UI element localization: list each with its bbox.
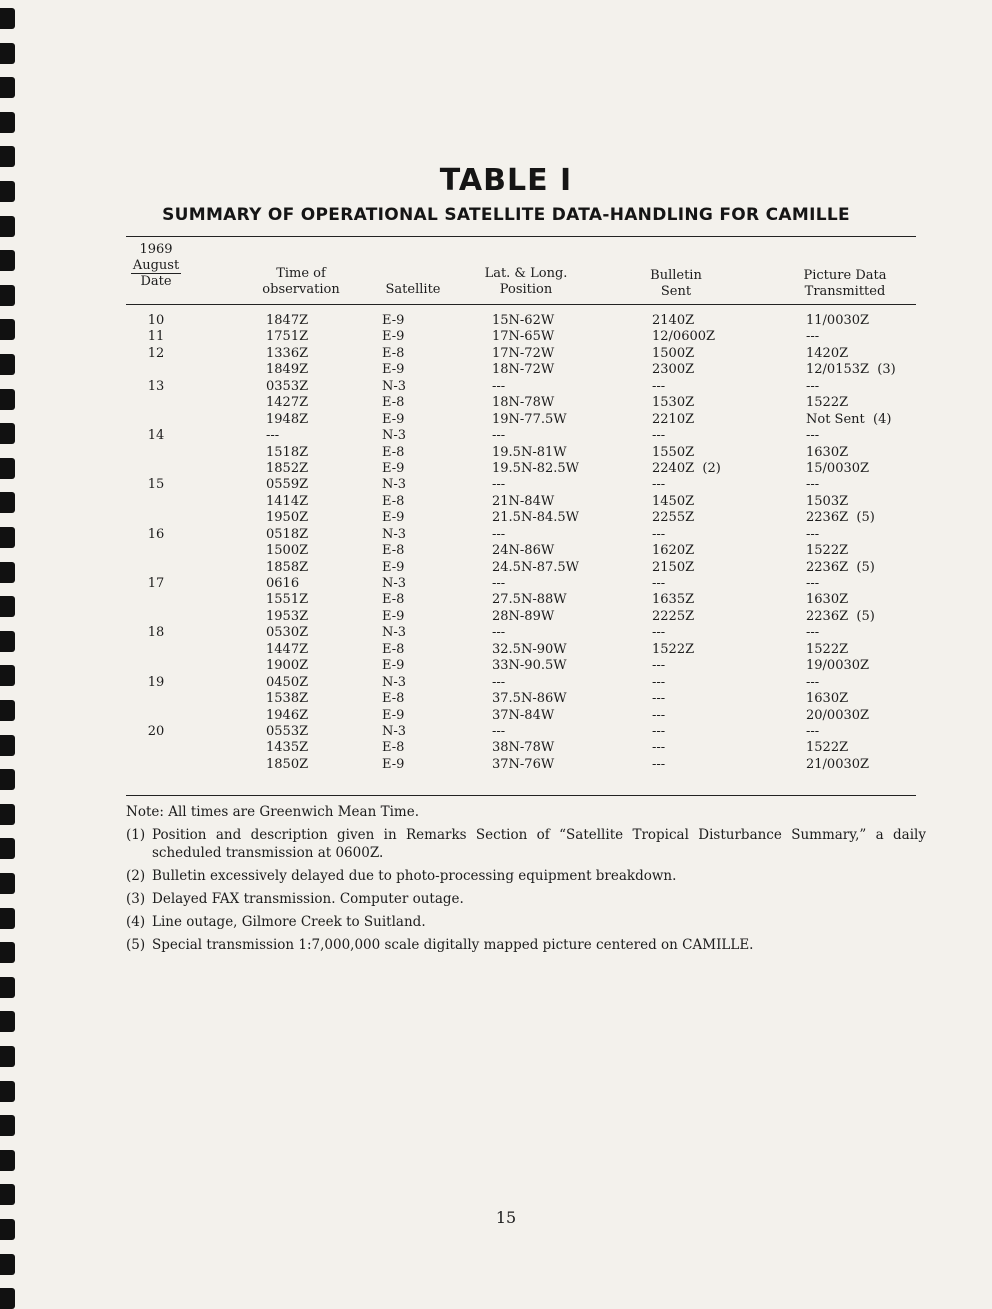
- binding-ring: [0, 1254, 15, 1275]
- row-picture: 1522Z: [806, 543, 849, 559]
- row-position: 21N-84W: [492, 493, 555, 509]
- table-row: [126, 724, 916, 740]
- table-row: [126, 757, 916, 773]
- row-picture: Not Sent (4): [806, 411, 892, 427]
- row-position: 15N-62W: [492, 313, 555, 328]
- row-bulletin: ---: [652, 658, 666, 674]
- row-bulletin: 2140Z: [652, 313, 695, 328]
- row-bulletin: ---: [652, 378, 666, 394]
- binding-ring: [0, 146, 15, 167]
- row-bulletin: ---: [652, 723, 666, 739]
- row-bulletin: ---: [652, 526, 666, 542]
- row-satellite: E-8: [382, 641, 405, 657]
- binding-ring: [0, 1011, 15, 1032]
- row-position: ---: [492, 723, 506, 739]
- row-position: ---: [492, 378, 506, 394]
- row-date: 20: [147, 723, 165, 739]
- binding-ring: [0, 1150, 15, 1171]
- row-picture: ---: [806, 674, 820, 690]
- binding-ring: [0, 250, 15, 271]
- row-picture: ---: [806, 378, 820, 394]
- row-position: 17N-72W: [492, 345, 555, 361]
- table-row: [126, 625, 916, 641]
- table-row: [126, 708, 916, 724]
- binding-ring: [0, 1219, 15, 1240]
- row-satellite: E-8: [382, 444, 405, 460]
- row-position: 37.5N-86W: [492, 691, 567, 707]
- note-number: (2): [126, 868, 146, 884]
- row-bulletin: ---: [652, 576, 666, 591]
- table-header-rule: [126, 304, 916, 305]
- row-position: 18N-78W: [492, 395, 555, 411]
- row-satellite: N-3: [382, 477, 407, 493]
- row-picture: 1522Z: [806, 740, 849, 756]
- row-time: 1336Z: [266, 345, 309, 361]
- row-position: 17N-65W: [492, 329, 555, 345]
- table-row: [126, 675, 916, 691]
- row-bulletin: 2150Z: [652, 559, 695, 575]
- row-bulletin: ---: [652, 691, 666, 707]
- row-time: 1948Z: [266, 411, 309, 427]
- binding-ring: [0, 562, 15, 583]
- row-satellite: E-9: [382, 411, 405, 427]
- row-picture: 2236Z (5): [806, 510, 875, 526]
- row-time: 1538Z: [266, 691, 309, 707]
- row-picture: ---: [806, 526, 820, 542]
- row-position: 37N-76W: [492, 756, 555, 772]
- table-row: [126, 428, 916, 444]
- row-picture: 15/0030Z: [806, 460, 870, 476]
- row-satellite: E-9: [382, 329, 405, 345]
- note-text: Line outage, Gilmore Creek to Suitland.: [152, 914, 426, 930]
- row-time: 0518Z: [266, 526, 309, 542]
- note-intro: Note: All times are Greenwich Mean Time.: [126, 804, 419, 820]
- row-time: 1850Z: [266, 756, 309, 772]
- row-position: 33N-90.5W: [492, 658, 567, 674]
- row-time: 1500Z: [266, 543, 309, 559]
- header-month: August: [132, 258, 180, 273]
- row-bulletin: 1522Z: [652, 641, 695, 657]
- binding-ring: [0, 735, 15, 756]
- binding-ring: [0, 873, 15, 894]
- row-position: 21.5N-84.5W: [492, 510, 580, 526]
- row-time: 1427Z: [266, 395, 309, 411]
- row-time: 1900Z: [266, 658, 309, 674]
- note-text: Bulletin excessively delayed due to photo-processing equipment breakdown.: [152, 868, 677, 884]
- table-row: [126, 412, 916, 428]
- row-date: 17: [147, 576, 165, 591]
- binding-ring: [0, 942, 15, 963]
- note-item: [126, 867, 926, 885]
- table-bottom-rule: [126, 795, 916, 796]
- binding-ring: [0, 319, 15, 340]
- row-satellite: E-8: [382, 543, 405, 559]
- row-position: ---: [492, 526, 506, 542]
- row-date: 10: [147, 313, 165, 328]
- row-satellite: N-3: [382, 526, 407, 542]
- row-bulletin: 1550Z: [652, 444, 695, 460]
- row-bulletin: ---: [652, 625, 666, 641]
- binding-ring: [0, 43, 15, 64]
- row-date: 14: [147, 428, 165, 444]
- binding-ring: [0, 1115, 15, 1136]
- row-position: 32.5N-90W: [492, 641, 567, 657]
- table-row: [126, 658, 916, 674]
- binding-ring: [0, 908, 15, 929]
- row-bulletin: 1450Z: [652, 493, 695, 509]
- row-picture: ---: [806, 576, 820, 591]
- row-position: 38N-78W: [492, 740, 555, 756]
- row-time: ---: [266, 428, 280, 444]
- binding-ring: [0, 769, 15, 790]
- binding-ring: [0, 354, 15, 375]
- row-position: 18N-72W: [492, 362, 555, 378]
- table-row: [126, 329, 916, 345]
- row-satellite: E-8: [382, 691, 405, 707]
- table-row: [126, 395, 916, 411]
- row-position: 37N-84W: [492, 707, 555, 723]
- row-time: 1946Z: [266, 707, 309, 723]
- row-bulletin: ---: [652, 428, 666, 444]
- row-position: 28N-89W: [492, 608, 555, 624]
- row-picture: 1522Z: [806, 395, 849, 411]
- header-position: Lat. & Long. Position: [484, 266, 568, 297]
- row-satellite: E-9: [382, 510, 405, 526]
- binding-ring: [0, 700, 15, 721]
- header-picture: Picture Data Transmitted: [803, 268, 887, 299]
- row-position: 19N-77.5W: [492, 411, 567, 427]
- row-satellite: N-3: [382, 625, 407, 641]
- row-bulletin: ---: [652, 477, 666, 493]
- table-row: [126, 576, 916, 592]
- row-picture: 19/0030Z: [806, 658, 870, 674]
- header-bulletin: Bulletin Sent: [650, 268, 702, 299]
- row-picture: 12/0153Z (3): [806, 362, 896, 378]
- row-date: 12: [147, 345, 165, 361]
- binding-ring: [0, 181, 15, 202]
- table-subtitle: SUMMARY OF OPERATIONAL SATELLITE DATA-HANDLING FOR CAMILLE: [162, 205, 850, 225]
- page-number: 15: [495, 1208, 517, 1227]
- row-position: 24N-86W: [492, 543, 555, 559]
- binding-ring: [0, 1184, 15, 1205]
- note-number: (1): [126, 827, 146, 843]
- table-row: [126, 477, 916, 493]
- notes-section: [126, 803, 926, 959]
- row-satellite: E-9: [382, 707, 405, 723]
- spiral-binding: [0, 0, 20, 1292]
- row-satellite: E-8: [382, 395, 405, 411]
- header-satellite: Satellite: [385, 282, 441, 297]
- table-row: [126, 609, 916, 625]
- row-picture: ---: [806, 477, 820, 493]
- note-item: [126, 890, 926, 908]
- row-time: 1414Z: [266, 493, 309, 509]
- row-satellite: E-8: [382, 493, 405, 509]
- table-row: [126, 560, 916, 576]
- row-picture: 1420Z: [806, 345, 849, 361]
- row-position: ---: [492, 576, 506, 591]
- binding-ring: [0, 838, 15, 859]
- row-date: 18: [147, 625, 165, 641]
- row-time: 0553Z: [266, 723, 309, 739]
- row-time: 0353Z: [266, 378, 309, 394]
- binding-ring: [0, 492, 15, 513]
- document-page: [20, 0, 992, 1292]
- binding-ring: [0, 112, 15, 133]
- row-time: 1751Z: [266, 329, 309, 345]
- table-row: [126, 445, 916, 461]
- binding-ring: [0, 1288, 15, 1309]
- binding-ring: [0, 423, 15, 444]
- row-position: ---: [492, 428, 506, 444]
- row-bulletin: ---: [652, 674, 666, 690]
- row-picture: 2236Z (5): [806, 559, 875, 575]
- row-bulletin: 2210Z: [652, 411, 695, 427]
- row-date: 16: [147, 526, 165, 542]
- binding-ring: [0, 458, 15, 479]
- binding-ring: [0, 977, 15, 998]
- row-position: 27.5N-88W: [492, 592, 567, 608]
- row-time: 0616: [266, 576, 300, 591]
- table-row: [126, 494, 916, 510]
- row-satellite: E-9: [382, 313, 405, 328]
- row-bulletin: 1620Z: [652, 543, 695, 559]
- row-picture: ---: [806, 329, 820, 345]
- row-satellite: N-3: [382, 428, 407, 444]
- table-row: [126, 510, 916, 526]
- row-picture: 1503Z: [806, 493, 849, 509]
- row-satellite: N-3: [382, 723, 407, 739]
- note-item: [126, 913, 926, 931]
- row-satellite: N-3: [382, 576, 407, 591]
- row-picture: ---: [806, 625, 820, 641]
- row-time: 1950Z: [266, 510, 309, 526]
- table-body: [126, 313, 916, 773]
- row-position: 19.5N-82.5W: [492, 460, 580, 476]
- row-time: 1847Z: [266, 313, 309, 328]
- row-position: 19.5N-81W: [492, 444, 567, 460]
- row-picture: 2236Z (5): [806, 608, 875, 624]
- note-item: [126, 936, 926, 954]
- binding-ring: [0, 804, 15, 825]
- row-time: 1518Z: [266, 444, 309, 460]
- row-time: 1447Z: [266, 641, 309, 657]
- row-position: ---: [492, 477, 506, 493]
- row-bulletin: 2300Z: [652, 362, 695, 378]
- row-bulletin: 1530Z: [652, 395, 695, 411]
- row-position: ---: [492, 674, 506, 690]
- row-bulletin: 12/0600Z: [652, 329, 716, 345]
- row-picture: ---: [806, 723, 820, 739]
- row-time: 0450Z: [266, 674, 309, 690]
- row-date: 11: [147, 329, 165, 345]
- binding-ring: [0, 216, 15, 237]
- row-satellite: E-9: [382, 608, 405, 624]
- row-satellite: E-9: [382, 658, 405, 674]
- binding-ring: [0, 285, 15, 306]
- row-picture: 11/0030Z: [806, 313, 870, 328]
- row-bulletin: ---: [652, 740, 666, 756]
- row-satellite: E-8: [382, 345, 405, 361]
- row-picture: 1630Z: [806, 691, 849, 707]
- table-row: [126, 592, 916, 608]
- table-row: [126, 691, 916, 707]
- note-text: Delayed FAX transmission. Computer outage.: [152, 891, 464, 907]
- row-satellite: E-9: [382, 559, 405, 575]
- note-text: Position and description given in Remarks Section of “Satellite Tropical Disturbance Summary,” a daily scheduled transmission at 0600Z.: [152, 827, 926, 861]
- row-time: 1435Z: [266, 740, 309, 756]
- row-picture: 1522Z: [806, 641, 849, 657]
- row-satellite: N-3: [382, 674, 407, 690]
- table-title: TABLE I: [439, 163, 573, 198]
- table-row: [126, 346, 916, 362]
- table-row: [126, 642, 916, 658]
- row-picture: 21/0030Z: [806, 756, 870, 772]
- binding-ring: [0, 631, 15, 652]
- binding-ring: [0, 1081, 15, 1102]
- row-bulletin: 1635Z: [652, 592, 695, 608]
- table-row: [126, 379, 916, 395]
- table-row: [126, 313, 916, 329]
- row-position: ---: [492, 625, 506, 641]
- row-bulletin: 1500Z: [652, 345, 695, 361]
- row-satellite: E-9: [382, 756, 405, 772]
- row-date: 15: [147, 477, 165, 493]
- row-time: 1953Z: [266, 608, 309, 624]
- row-bulletin: 2240Z (2): [652, 460, 721, 476]
- row-satellite: E-8: [382, 592, 405, 608]
- binding-ring: [0, 527, 15, 548]
- note-number: (4): [126, 914, 146, 930]
- table-row: [126, 527, 916, 543]
- header-time: Time of observation: [262, 266, 340, 297]
- row-picture: 1630Z: [806, 444, 849, 460]
- note-number: (5): [126, 937, 146, 953]
- table-row: [126, 543, 916, 559]
- row-time: 1852Z: [266, 460, 309, 476]
- row-satellite: E-9: [382, 362, 405, 378]
- row-time: 0559Z: [266, 477, 309, 493]
- row-satellite: E-9: [382, 460, 405, 476]
- row-bulletin: 2225Z: [652, 608, 695, 624]
- row-satellite: N-3: [382, 378, 407, 394]
- row-time: 1858Z: [266, 559, 309, 575]
- row-bulletin: ---: [652, 756, 666, 772]
- row-bulletin: 2255Z: [652, 510, 695, 526]
- row-time: 1551Z: [266, 592, 309, 608]
- header-date: 1969 August Date: [126, 242, 186, 290]
- note-item: [126, 826, 926, 862]
- binding-ring: [0, 665, 15, 686]
- row-date: 19: [147, 674, 165, 690]
- row-picture: ---: [806, 428, 820, 444]
- row-time: 0530Z: [266, 625, 309, 641]
- table-row: [126, 740, 916, 756]
- row-time: 1849Z: [266, 362, 309, 378]
- row-date: 13: [147, 378, 165, 394]
- binding-ring: [0, 8, 15, 29]
- table-row: [126, 362, 916, 378]
- binding-ring: [0, 77, 15, 98]
- note-number: (3): [126, 891, 146, 907]
- table-top-rule: [126, 236, 916, 237]
- row-satellite: E-8: [382, 740, 405, 756]
- note-text: Special transmission 1:7,000,000 scale digitally mapped picture centered on CAMILLE.: [152, 937, 754, 953]
- row-position: 24.5N-87.5W: [492, 559, 580, 575]
- binding-ring: [0, 596, 15, 617]
- binding-ring: [0, 389, 15, 410]
- table-row: [126, 461, 916, 477]
- header-date-label: Date: [140, 274, 172, 289]
- binding-ring: [0, 1046, 15, 1067]
- row-bulletin: ---: [652, 707, 666, 723]
- row-picture: 20/0030Z: [806, 707, 870, 723]
- row-picture: 1630Z: [806, 592, 849, 608]
